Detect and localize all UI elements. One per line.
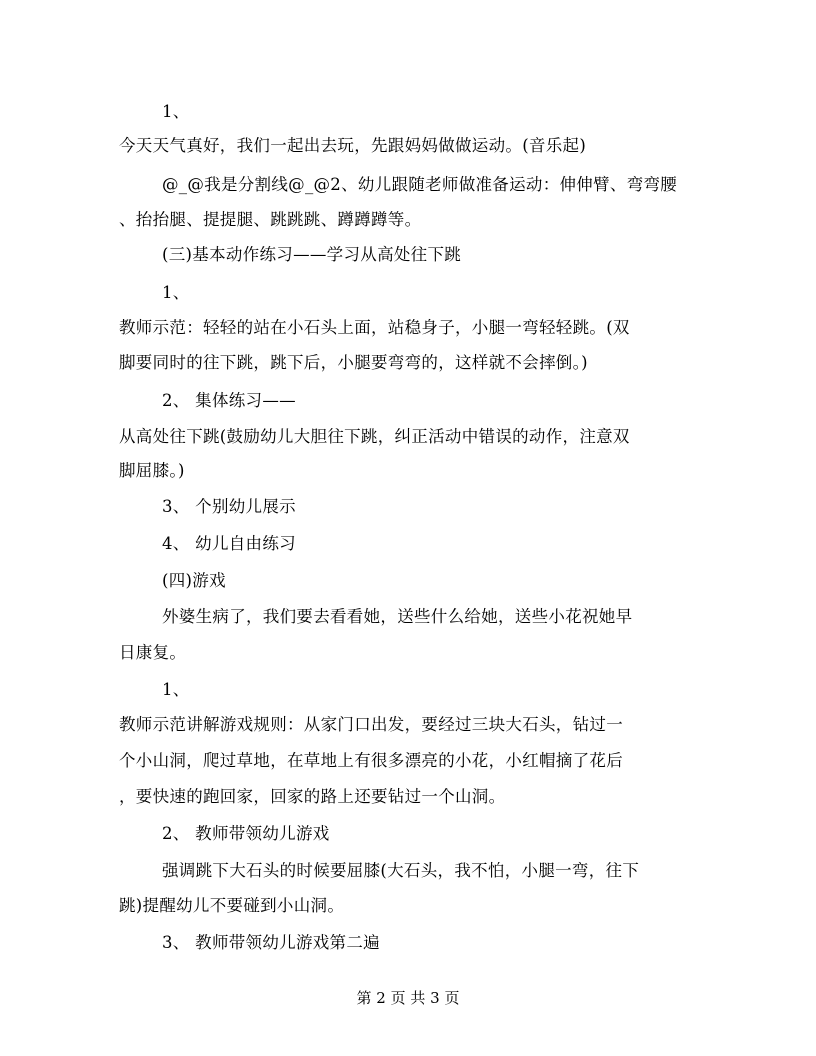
list-item: 3、 个别幼儿展示 [162, 497, 296, 516]
list-item: 3、 教师带领幼儿游戏第二遍 [162, 933, 380, 952]
section-heading: (四)游戏 [162, 571, 226, 590]
paragraph-line: 外婆生病了，我们要去看看她，送些什么给她，送些小花祝她早 [162, 607, 633, 626]
step-number: 1、 [162, 680, 190, 699]
step-number: 1、 [162, 102, 190, 121]
section-heading: (三)基本动作练习——学习从高处往下跳 [162, 245, 462, 264]
paragraph-line: @_@我是分割线@_@2、幼儿跟随老师做准备运动：伸伸臂、弯弯腰 [162, 175, 678, 194]
paragraph-line: ，要快速的跑回家，回家的路上还要钻过一个山洞。 [119, 787, 506, 806]
paragraph-line: 教师示范：轻轻的站在小石头上面，站稳身子，小腿一弯轻轻跳。(双 [119, 318, 630, 337]
paragraph-line: 今天天气真好，我们一起出去玩，先跟妈妈做做运动。(音乐起) [119, 136, 587, 155]
list-item: 2、 集体练习—— [162, 391, 296, 410]
paragraph-line: 从高处往下跳(鼓励幼儿大胆往下跳，纠正活动中错误的动作，注意双 [119, 427, 630, 446]
list-item: 2、 教师带领幼儿游戏 [162, 824, 330, 843]
paragraph-line: 个小山洞，爬过草地，在草地上有很多漂亮的小花，小红帽摘了花后 [119, 751, 623, 770]
paragraph-line: 、抬抬腿、提提腿、跳跳跳、蹲蹲蹲等。 [119, 210, 422, 229]
page-number-footer: 第 2 页 共 3 页 [356, 989, 460, 1007]
paragraph-line: 教师示范讲解游戏规则：从家门口出发，要经过三块大石头，钻过一 [119, 715, 623, 734]
paragraph-line: 强调跳下大石头的时候要屈膝(大石头，我不怕，小腿一弯，往下 [162, 861, 640, 880]
paragraph-line: 日康复。 [119, 643, 187, 662]
step-number: 1、 [162, 283, 190, 302]
paragraph-line: 跳)提醒幼儿不要碰到小山洞。 [119, 896, 345, 915]
paragraph-line: 脚屈膝。) [119, 461, 185, 480]
list-item: 4、 幼儿自由练习 [162, 534, 296, 553]
paragraph-line: 脚要同时的往下跳，跳下后，小腿要弯弯的，这样就不会摔倒。) [119, 353, 588, 372]
